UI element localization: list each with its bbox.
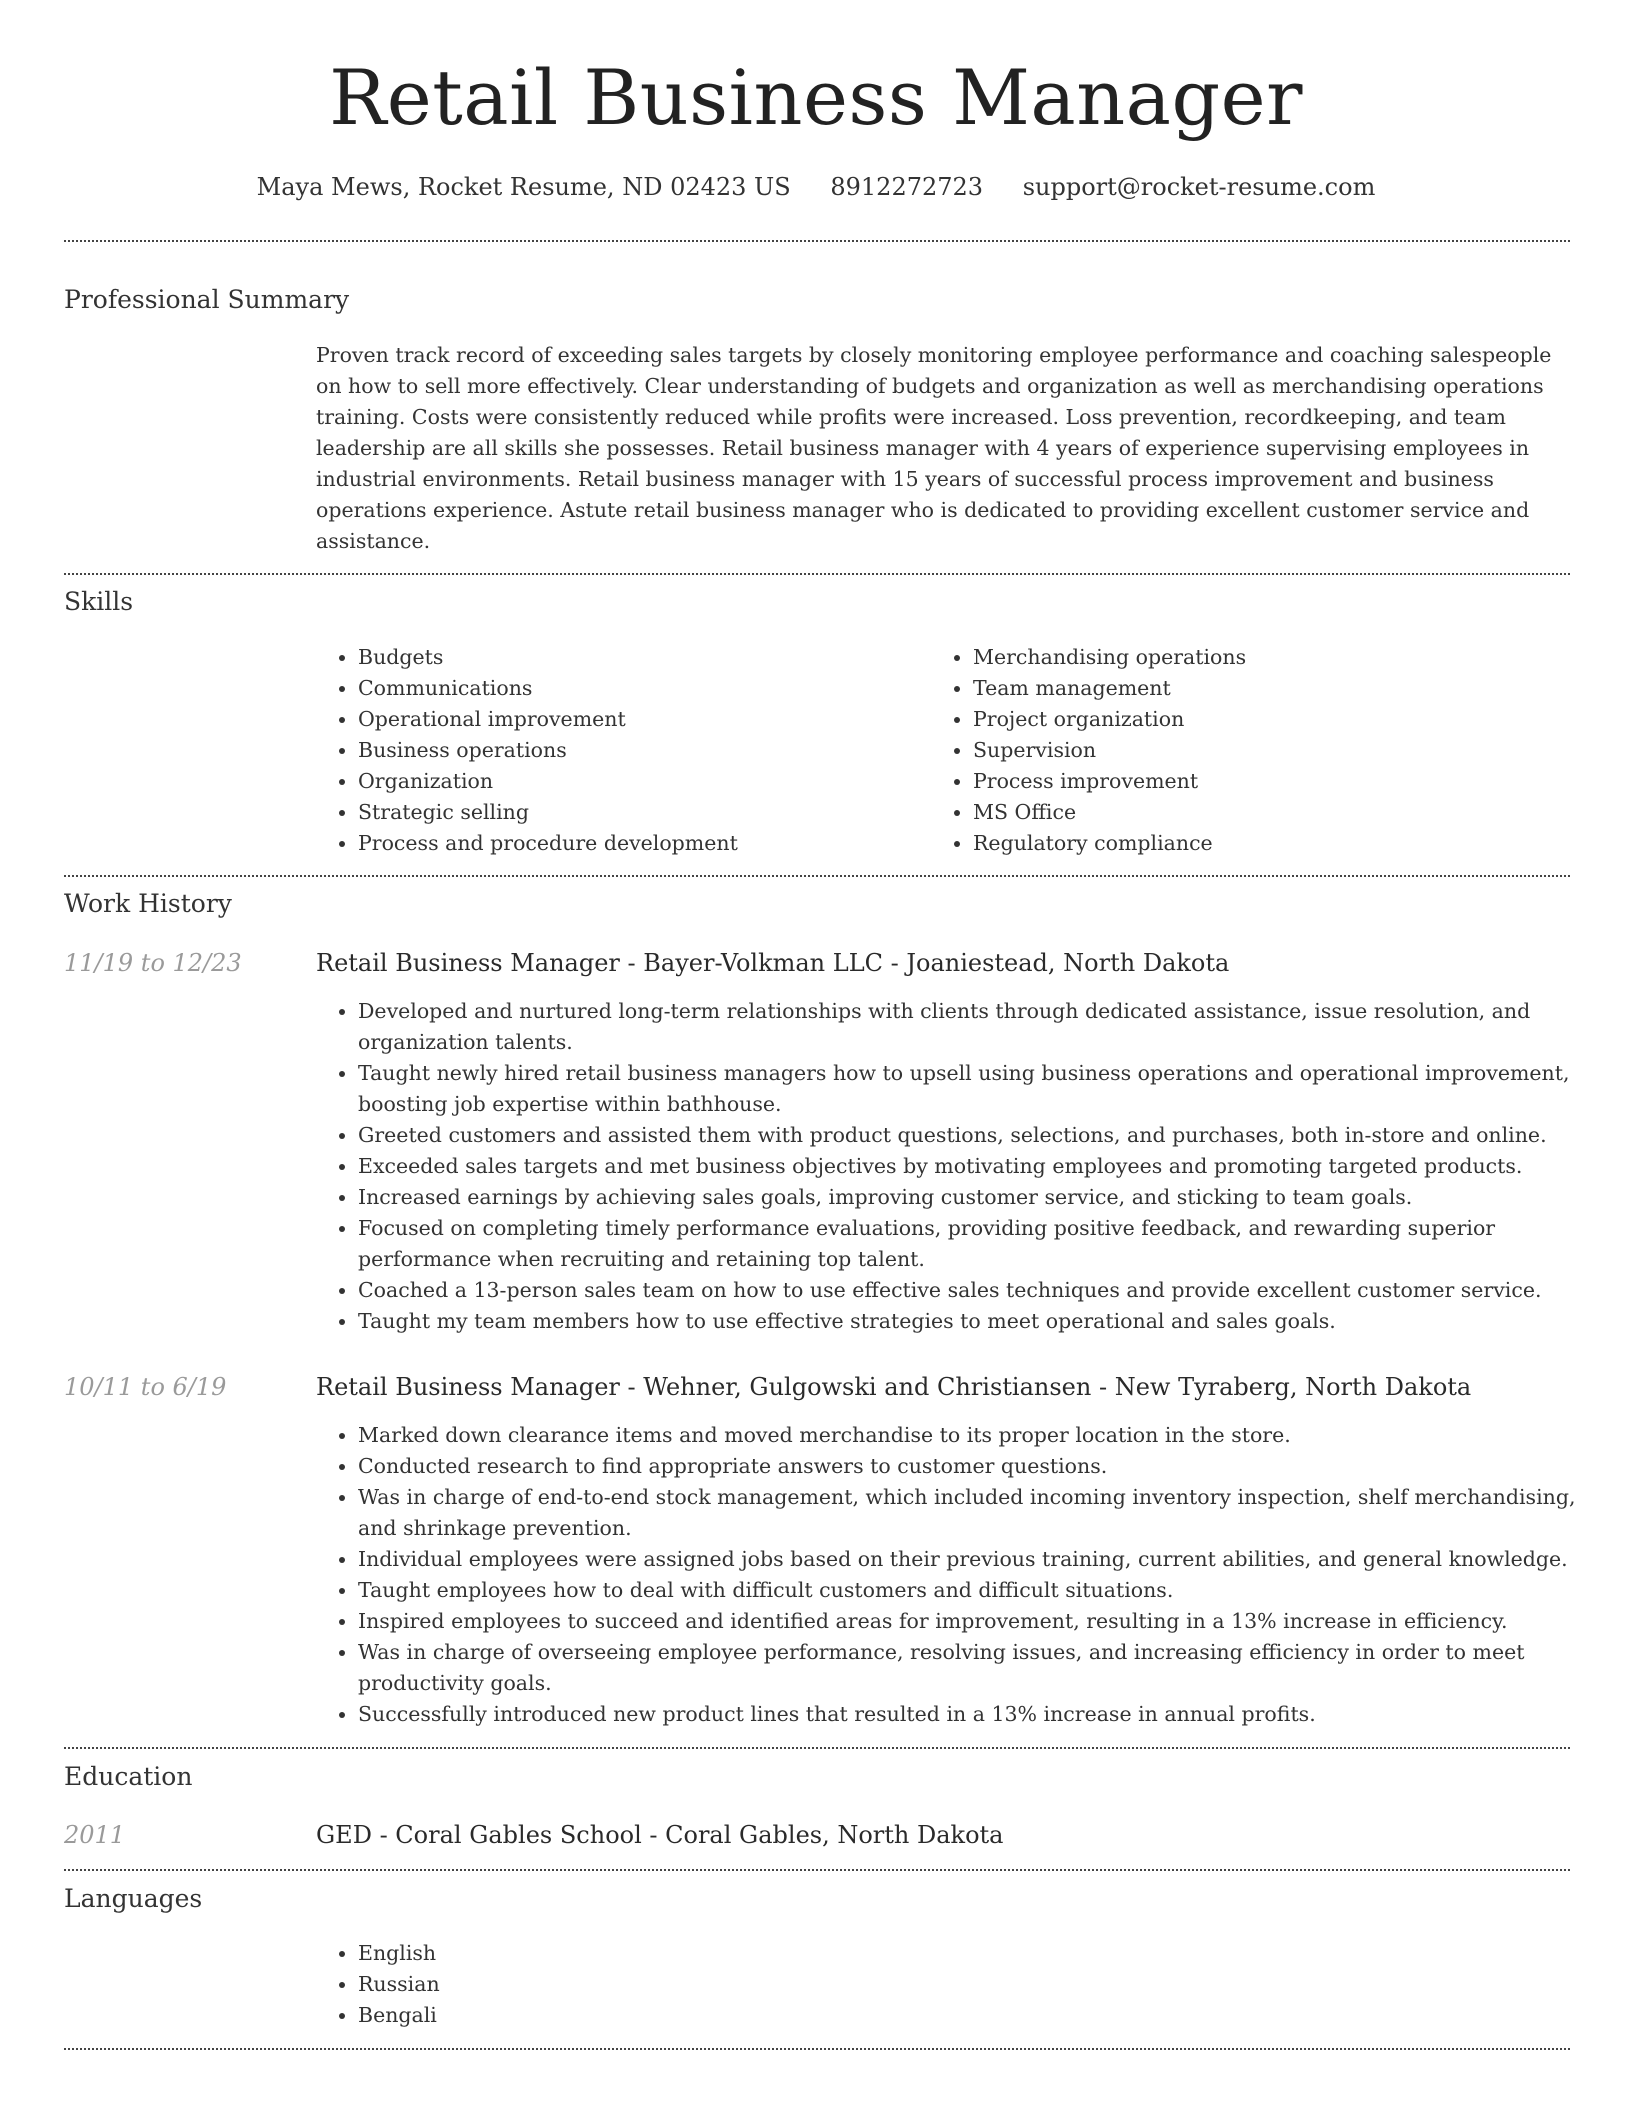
- skill-item: • Organization: [358, 766, 918, 797]
- education-entry: GED - Coral Gables School - Coral Gables, North Dakota: [316, 1821, 1004, 1849]
- resume-name: Retail Business Manager: [329, 53, 1303, 142]
- job-dates: 10/11 to 6/19: [64, 1373, 227, 1401]
- job-heading: Retail Business Manager - Wehner, Gulgowski and Christiansen - New Tyraberg, North Dakota: [316, 1373, 1472, 1401]
- skill-item: • Business operations: [358, 735, 918, 766]
- skill-item: • Merchandising operations: [973, 642, 1573, 673]
- job-bullet: • Focused on completing timely performance evaluations, providing positive feedback, and rewarding superior performance when recruiting and retaining top talent.: [358, 1213, 1604, 1275]
- job-dates: 11/19 to 12/23: [64, 949, 242, 977]
- job-bullet: • Marked down clearance items and moved merchandise to its proper location in the store.: [358, 1420, 1604, 1451]
- job-bullet: • Inspired employees to succeed and identified areas for improvement, resulting in a 13% increase in efficiency.: [358, 1606, 1604, 1637]
- skill-item: • Team management: [973, 673, 1573, 704]
- contact-phone: 8912272723: [830, 173, 984, 201]
- languages-section-title: Languages: [64, 1884, 203, 1913]
- skill-item: • Supervision: [973, 735, 1573, 766]
- job-bullet: • Developed and nurtured long-term relationships with clients through dedicated assistance, issue resolution, and organization talents.: [358, 996, 1604, 1058]
- section-divider: [64, 1747, 1570, 1749]
- job-bullets: [314, 1420, 1604, 1730]
- section-divider: [64, 2048, 1570, 2050]
- section-divider: [64, 240, 1570, 242]
- skill-item: • Communications: [358, 673, 918, 704]
- job-bullet: • Increased earnings by achieving sales goals, improving customer service, and sticking to team goals.: [358, 1182, 1604, 1213]
- work-section-title: Work History: [64, 889, 232, 918]
- contact-address: Maya Mews, Rocket Resume, ND 02423 US: [256, 173, 791, 201]
- job-bullet: • Greeted customers and assisted them with product questions, selections, and purchases, both in-store and online.: [358, 1120, 1604, 1151]
- job-bullet: • Taught employees how to deal with difficult customers and difficult situations.: [358, 1575, 1604, 1606]
- section-divider: [64, 875, 1570, 877]
- skill-item: • Regulatory compliance: [973, 828, 1573, 859]
- language-item: • Russian: [358, 1969, 958, 2000]
- languages-list: [314, 1938, 958, 2031]
- job-bullet: • Was in charge of end-to-end stock management, which included incoming inventory inspection, shelf merchandising, and shrinkage prevention.: [358, 1482, 1604, 1544]
- skill-item: • Strategic selling: [358, 797, 918, 828]
- job-bullet: • Exceeded sales targets and met business objectives by motivating employees and promoting targeted products.: [358, 1151, 1604, 1182]
- contact-email: support@rocket-resume.com: [1022, 173, 1376, 201]
- skills-list-right: [929, 642, 1573, 859]
- section-divider: [64, 573, 1570, 575]
- summary-text: Proven track record of exceeding sales targets by closely monitoring employee performance and coaching salespeople on how to sell more effectively. Clear understanding of budgets and organization as well as merchandising operations training. Costs were consistently reduced while profits were increased. Loss prevention, recordkeeping, and team leadership are all skills she possesses. Retail business manager with 4 years of experience supervising employees in industrial environments. Retail business manager with 15 years of successful process improvement and business operations experience. Astute retail business manager who is dedicated to providing excellent customer service and assistance.: [316, 343, 1552, 553]
- job-bullet: • Successfully introduced new product lines that resulted in a 13% increase in annual profits.: [358, 1699, 1604, 1730]
- section-divider: [64, 1869, 1570, 1871]
- language-item: • English: [358, 1938, 958, 1969]
- job-bullet: • Taught newly hired retail business managers how to upsell using business operations and operational improvement, boosting job expertise within bathhouse.: [358, 1058, 1604, 1120]
- skill-item: • Process and procedure development: [358, 828, 918, 859]
- job-bullet: • Taught my team members how to use effective strategies to meet operational and sales goals.: [358, 1306, 1604, 1337]
- skills-list-left: [314, 642, 918, 859]
- skill-item: • Budgets: [358, 642, 918, 673]
- contact-line: [0, 170, 1632, 204]
- job-bullet: • Individual employees were assigned jobs based on their previous training, current abilities, and general knowledge.: [358, 1544, 1604, 1575]
- language-item: • Bengali: [358, 2000, 958, 2031]
- job-heading: Retail Business Manager - Bayer-Volkman LLC - Joaniestead, North Dakota: [316, 949, 1230, 977]
- job-bullet: • Coached a 13-person sales team on how to use effective sales techniques and provide excellent customer service.: [358, 1275, 1604, 1306]
- education-section-title: Education: [64, 1762, 193, 1791]
- education-year: 2011: [64, 1821, 126, 1849]
- summary-section-title: Professional Summary: [64, 285, 350, 314]
- skill-item: • Operational improvement: [358, 704, 918, 735]
- skill-item: • Process improvement: [973, 766, 1573, 797]
- skills-section-title: Skills: [64, 587, 134, 616]
- job-bullets: [314, 996, 1604, 1337]
- job-bullet: • Was in charge of overseeing employee performance, resolving issues, and increasing efficiency in order to meet productivity goals.: [358, 1637, 1604, 1699]
- skill-item: • MS Office: [973, 797, 1573, 828]
- job-bullet: • Conducted research to find appropriate answers to customer questions.: [358, 1451, 1604, 1482]
- skill-item: • Project organization: [973, 704, 1573, 735]
